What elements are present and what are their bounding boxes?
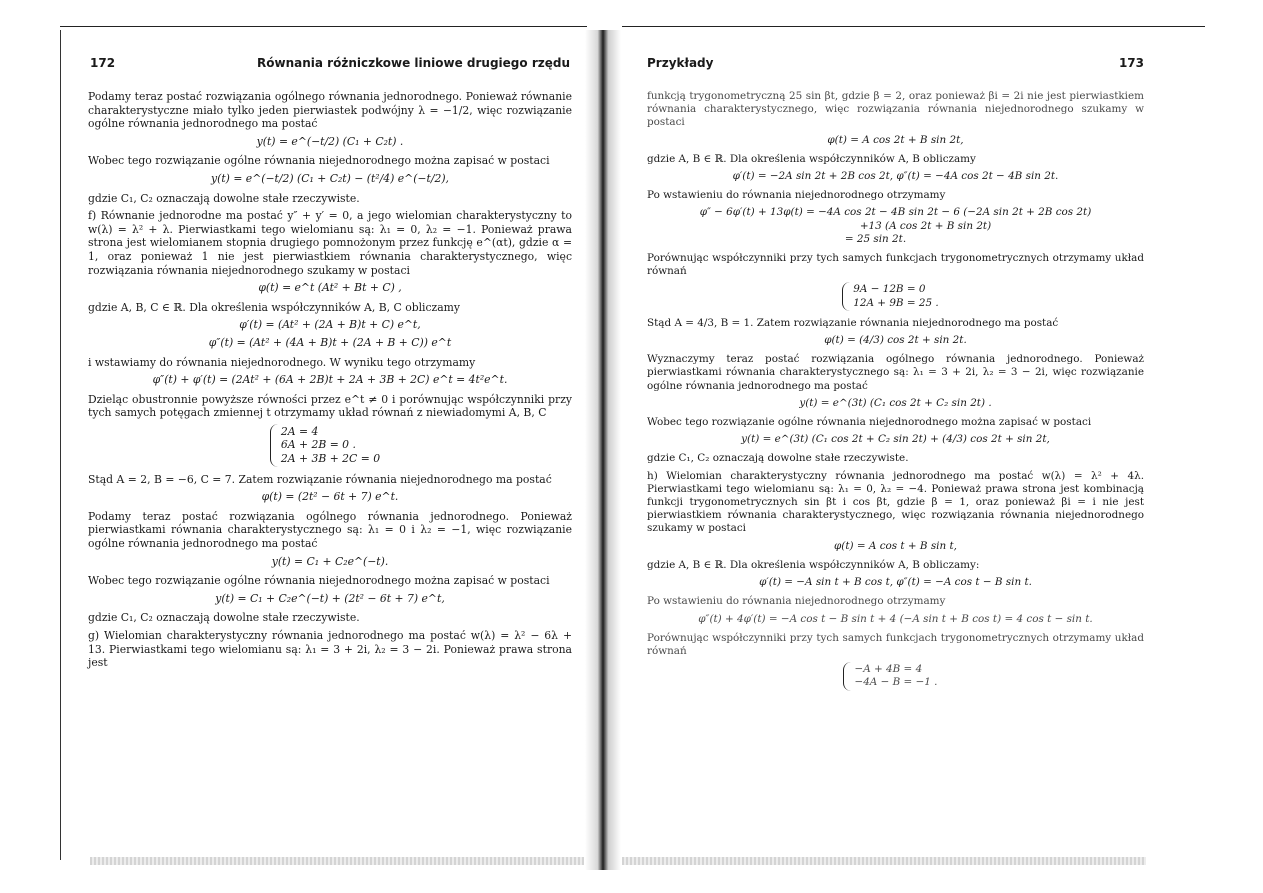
equation: +13 (A cos 2t + B sin 2t) bbox=[859, 219, 992, 232]
bottom-shadow-left bbox=[90, 857, 584, 865]
equation: y(t) = e^(3t) (C₁ cos 2t + C₂ sin 2t) . bbox=[799, 396, 992, 409]
system-brace bbox=[842, 282, 948, 310]
equation: = 25 sin 2t. bbox=[844, 232, 907, 245]
page-header bbox=[88, 46, 572, 68]
equation: y(t) = e^(−t/2) (C₁ + C₂t) . bbox=[256, 134, 404, 148]
paragraph: Wobec tego rozwiązanie ogólne równania niejednorodnego można zapisać w postaci bbox=[88, 154, 550, 168]
equation-system bbox=[647, 662, 1144, 690]
system-line: 6A + 2B = 0 . bbox=[280, 438, 356, 452]
bottom-shadow-right bbox=[622, 857, 1146, 865]
equation: y(t) = C₁ + C₂e^(−t) + (2t² − 6t + 7) e^t, bbox=[215, 591, 445, 605]
paragraph: Porównując współczynniki przy tych samych funkcjach trygonometrycznych otrzymamy układ równań bbox=[647, 252, 1144, 278]
system-line: 2A + 3B + 2C = 0 bbox=[280, 452, 381, 466]
paragraph-g: g) Wielomian charakterystyczny równania jednorodnego ma postać w(λ) = λ² − 6λ + 13. Pierwiastkami tego wielomianu są: λ₁ = 3 + 2i, λ₂ = 3 − 2i. Ponieważ prawa strona jest bbox=[88, 629, 572, 670]
system-line: 9A − 12B = 0 bbox=[853, 283, 926, 296]
paragraph-f: f) Równanie jednorodne ma postać y″ + y′ = 0, a jego wielomian charakterystyczny to w(λ) = λ² + λ. Pierwiastkami tego wielomianu są: λ₁ = 0, λ₂ = −1. Ponieważ prawa strona jest wielomianem stopnia drugiego pomnożonym przez funkcję e^(αt), gdzie α = 1, oraz ponieważ 1 nie jest pierwiastkiem równania charakterystycznego, więc rozwiązania równania niejednorodnego szukamy w postaci bbox=[88, 209, 572, 277]
system-line: −4A − B = −1 . bbox=[854, 676, 938, 689]
equation: φ(t) = e^t (At² + Bt + C) , bbox=[258, 281, 402, 295]
paragraph: Stąd A = 4/3, B = 1. Zatem rozwiązanie równania niejednorodnego ma postać bbox=[647, 316, 1059, 329]
top-rule-left bbox=[60, 26, 587, 27]
system-line: 2A = 4 bbox=[280, 424, 319, 438]
paragraph: Dzieląc obustronnie powyższe równości przez e^t ≠ 0 i porównując współczynniki przy tych samych potęgach zmiennej t otrzymamy układ równań z niewiadomymi A, B, C bbox=[88, 392, 572, 420]
equation: φ′(t) = −A sin t + B cos t, φ″(t) = −A cos t − B sin t. bbox=[759, 576, 1032, 589]
top-rule-right bbox=[622, 26, 1205, 27]
paragraph: gdzie A, B ∈ ℝ. Dla określenia współczynników A, B obliczamy bbox=[647, 152, 976, 165]
equation-system bbox=[647, 282, 1144, 310]
paragraph: gdzie C₁, C₂ oznaczają dowolne stałe rzeczywiste. bbox=[88, 611, 360, 625]
paragraph: i wstawiamy do równania niejednorodnego. W wyniku tego otrzymamy bbox=[88, 355, 476, 369]
paragraph: funkcją trygonometryczną 25 sin βt, gdzie β = 2, oraz ponieważ βi = 2i nie jest pierwiastkiem równania charakterystycznego, więc rozwiązania równania niejednorodnego szukamy w postaci bbox=[647, 90, 1144, 129]
right-page bbox=[647, 46, 1144, 689]
left-page bbox=[88, 46, 572, 670]
equation: y(t) = e^(3t) (C₁ cos 2t + C₂ sin 2t) + (4/3) cos 2t + sin 2t, bbox=[741, 433, 1050, 446]
equation-system bbox=[88, 424, 572, 467]
paragraph: gdzie C₁, C₂ oznaczają dowolne stałe rzeczywiste. bbox=[647, 452, 909, 465]
system-line: −A + 4B = 4 bbox=[854, 663, 923, 676]
page-body bbox=[88, 90, 572, 674]
equation: φ′(t) = (At² + (2A + B)t + C) e^t, bbox=[239, 318, 421, 332]
running-title: Równania różniczkowe liniowe drugiego rzędu bbox=[257, 56, 570, 70]
page-header bbox=[647, 46, 1144, 68]
paragraph: Wobec tego rozwiązanie ogólne równania niejednorodnego można zapisać w postaci bbox=[647, 416, 1092, 429]
equation: φ(t) = (4/3) cos 2t + sin 2t. bbox=[824, 334, 967, 347]
equation: y(t) = e^(−t/2) (C₁ + C₂t) − (t²/4) e^(−t/2), bbox=[211, 171, 449, 185]
equation: φ″ − 6φ′(t) + 13φ(t) = −4A cos 2t − 4B sin 2t − 6 (−2A sin 2t + 2B cos 2t) bbox=[699, 206, 1092, 219]
running-title: Przykłady bbox=[647, 56, 714, 70]
paragraph: Podamy teraz postać rozwiązania ogólnego równania jednorodnego. Ponieważ równanie charakterystyczne miało tylko jeden pierwiastek podwójny λ = −1/2, więc rozwiązanie ogólne równania jednorodnego ma postać bbox=[88, 90, 572, 131]
page-edge bbox=[60, 30, 61, 860]
page-number: 173 bbox=[1118, 56, 1144, 70]
paragraph: Podamy teraz postać rozwiązania ogólnego równania jednorodnego. Ponieważ pierwiastkami równania charakterystycznego są: λ₁ = 0 i λ₂ = −1, więc rozwiązanie ogólne równania jednorodnego ma postać bbox=[88, 509, 572, 551]
paragraph: Stąd A = 2, B = −6, C = 7. Zatem rozwiązanie równania niejednorodnego ma postać bbox=[88, 472, 552, 486]
equation: y(t) = C₁ + C₂e^(−t). bbox=[271, 554, 389, 568]
paragraph: Po wstawieniu do równania niejednorodnego otrzymamy bbox=[647, 189, 946, 202]
system-brace bbox=[270, 424, 390, 467]
equation: φ′(t) = −2A sin 2t + 2B cos 2t, φ″(t) = −4A cos 2t − 4B sin 2t. bbox=[732, 170, 1059, 183]
equation: φ(t) = A cos 2t + B sin 2t, bbox=[827, 133, 964, 146]
paragraph: Wobec tego rozwiązanie ogólne równania niejednorodnego można zapisać w postaci bbox=[88, 574, 550, 588]
paragraph-h: h) Wielomian charakterystyczny równania jednorodnego ma postać w(λ) = λ² + 4λ. Pierwiastkami tego wielomianu są: λ₁ = 0, λ₂ = −4. Ponieważ prawa strona jest kombinacją funkcji trygonometrycznych sin βt i cos βt, gdzie β = 1, oraz ponieważ βi = i nie jest pierwiastkiem równania charakterystycznego, więc rozwiązania równania niejednorodnego szukamy w postaci bbox=[647, 469, 1144, 535]
paragraph: gdzie A, B ∈ ℝ. Dla określenia współczynników A, B obliczamy: bbox=[647, 558, 980, 571]
paragraph: gdzie C₁, C₂ oznaczają dowolne stałe rzeczywiste. bbox=[88, 191, 360, 205]
book-spine-shadow bbox=[585, 30, 621, 870]
paragraph: Wyznaczymy teraz postać rozwiązania ogólnego równania jednorodnego. Ponieważ pierwiastkami równania charakterystycznego są: λ₁ = 3 + 2i, λ₂ = 3 − 2i, więc rozwiązanie ogólne równania jednorodnego ma postać bbox=[647, 353, 1144, 392]
system-brace bbox=[843, 662, 947, 690]
page-body bbox=[647, 90, 1144, 697]
equation: φ″(t) + φ′(t) = (2At² + (6A + 2B)t + 2A + 3B + 2C) e^t = 4t²e^t. bbox=[152, 373, 508, 387]
equation: φ″(t) = (At² + (4A + B)t + (2A + B + C)) e^t bbox=[208, 335, 452, 349]
paragraph: Porównując współczynniki przy tych samych funkcjach trygonometrycznych otrzymamy układ równań bbox=[647, 631, 1144, 657]
equation: φ″(t) + 4φ′(t) = −A cos t − B sin t + 4 (−A sin t + B cos t) = 4 cos t − sin t. bbox=[698, 612, 1093, 625]
equation: φ(t) = (2t² − 6t + 7) e^t. bbox=[261, 490, 399, 504]
equation: φ(t) = A cos t + B sin t, bbox=[834, 539, 957, 552]
paragraph: Po wstawieniu do równania niejednorodnego otrzymamy bbox=[647, 595, 946, 608]
page-number: 172 bbox=[90, 56, 116, 70]
paragraph: gdzie A, B, C ∈ ℝ. Dla określenia współczynników A, B, C obliczamy bbox=[88, 300, 461, 314]
system-line: 12A + 9B = 25 . bbox=[853, 296, 939, 309]
